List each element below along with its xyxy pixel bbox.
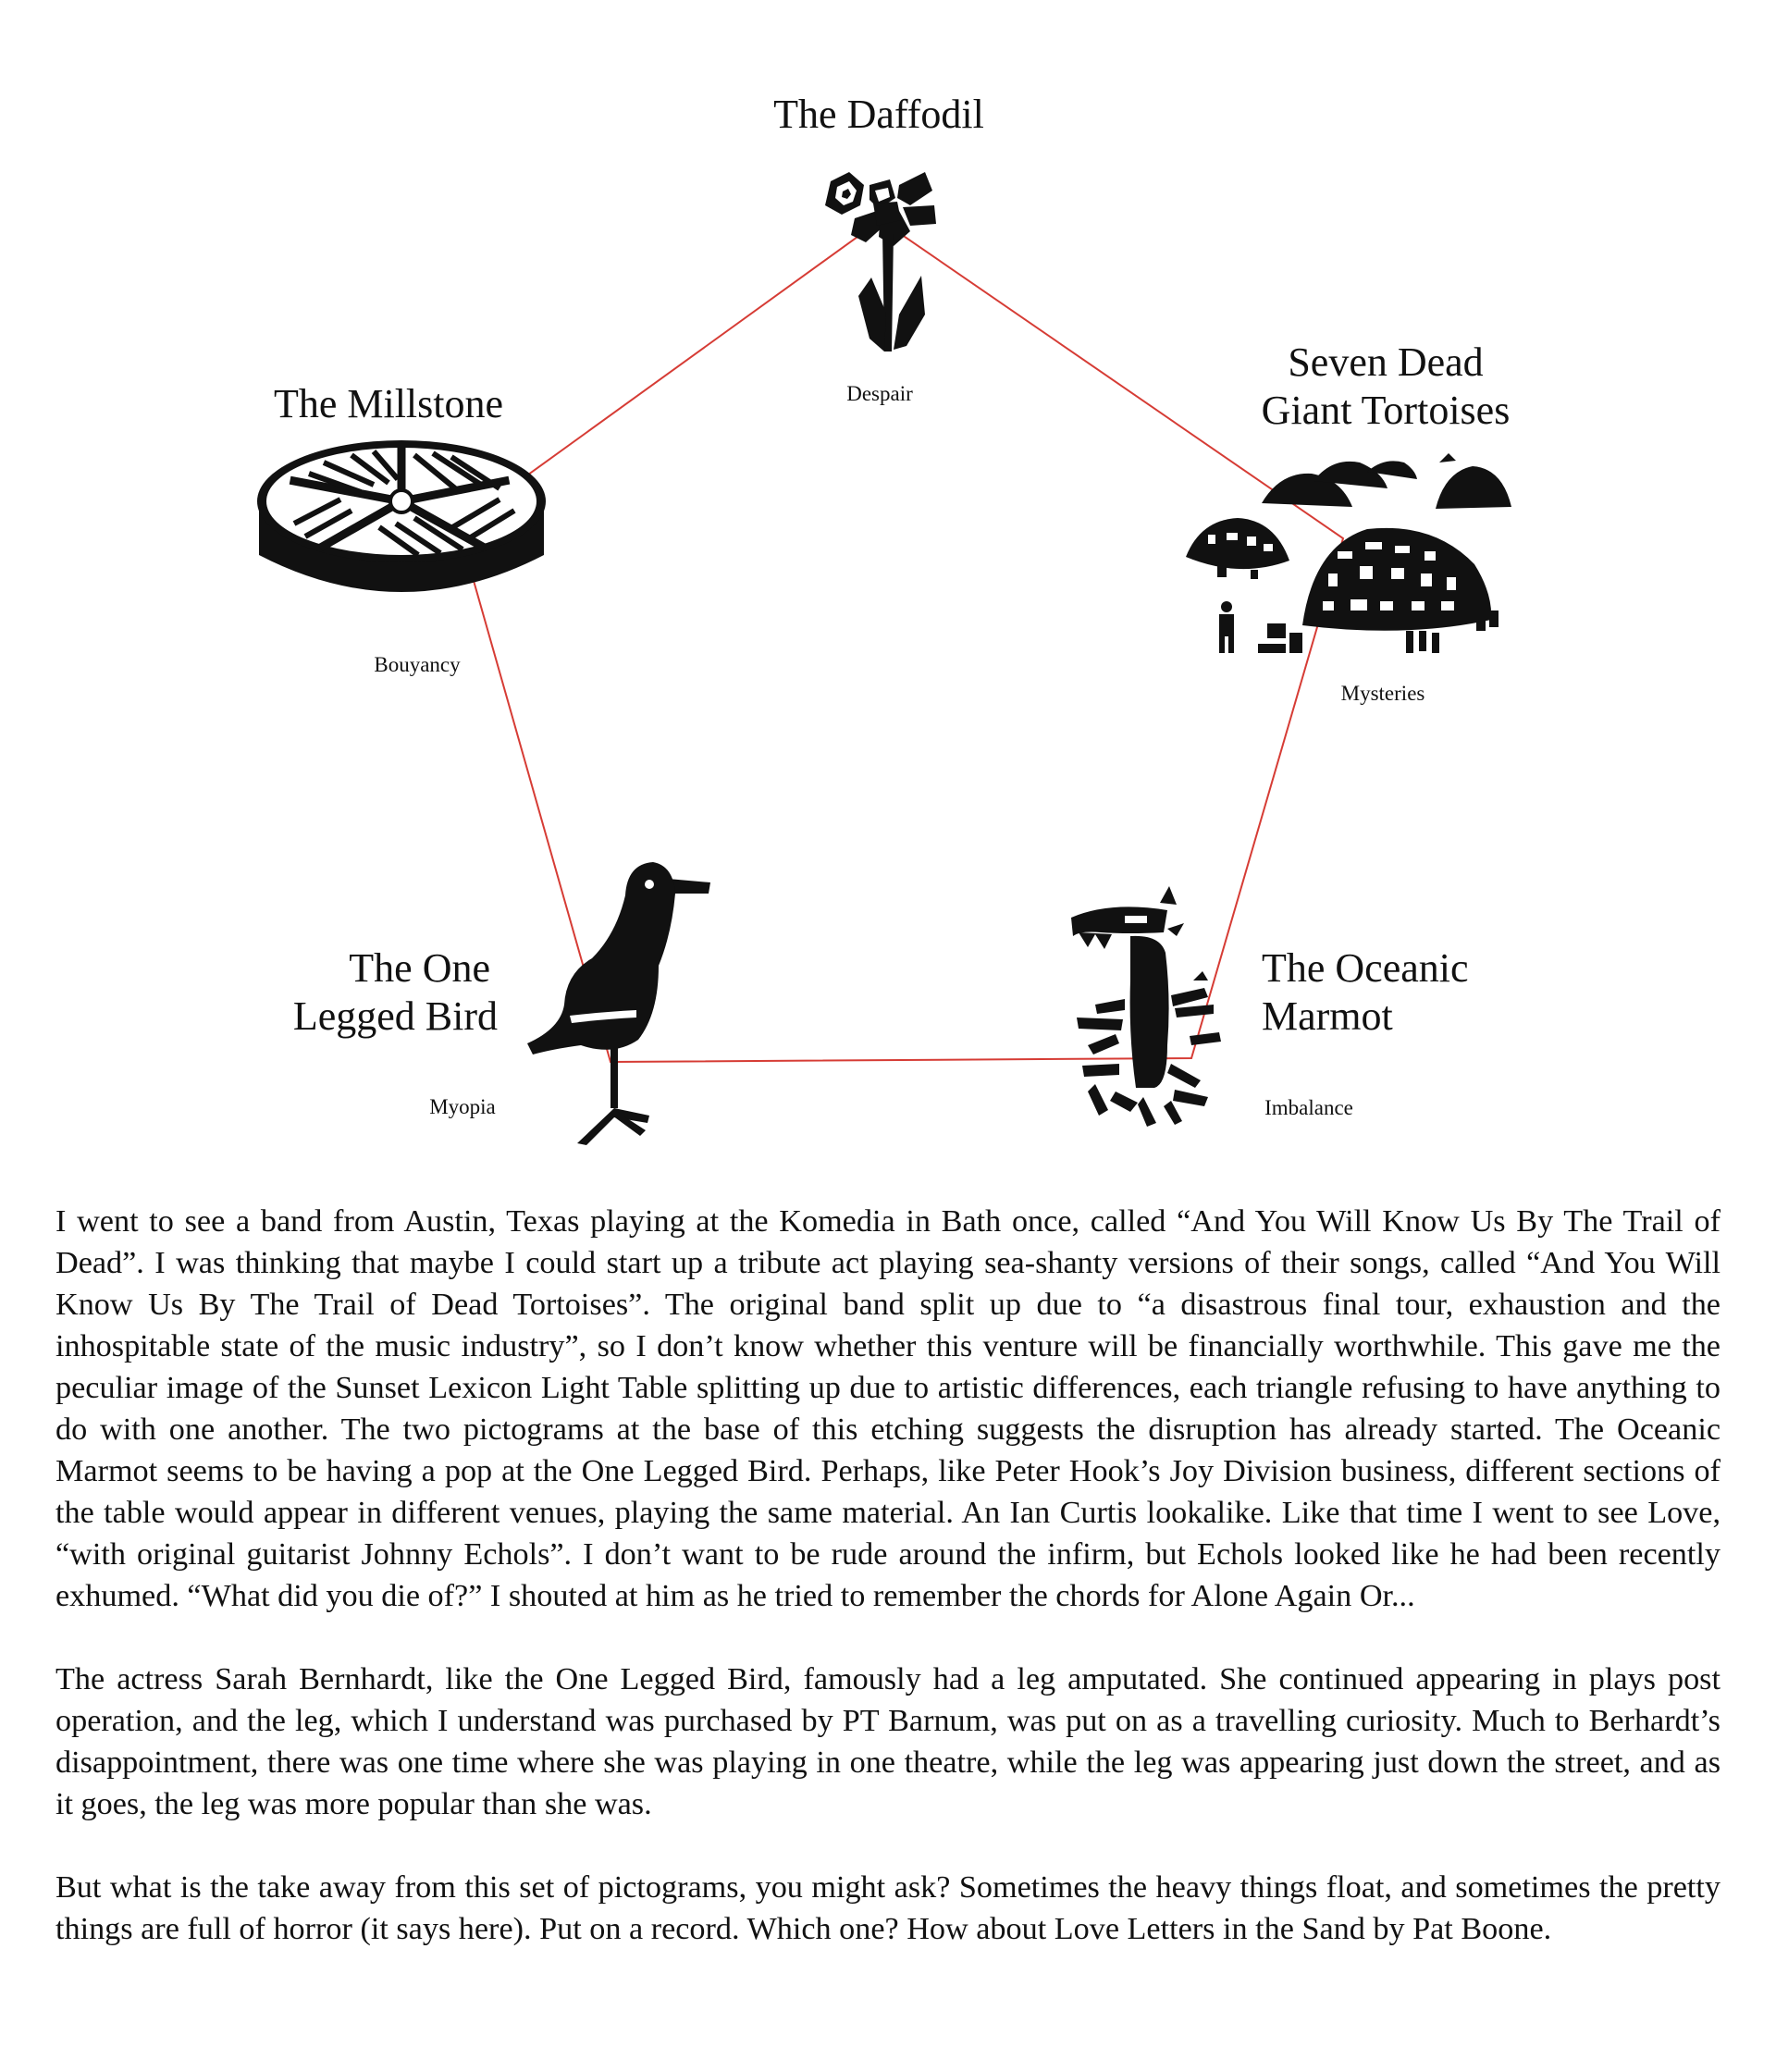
- millstone-subtitle: Bouyancy: [374, 653, 461, 676]
- bird-icon: [527, 862, 710, 1145]
- bird-subtitle: Myopia: [429, 1095, 496, 1118]
- daffodil-subtitle: Despair: [846, 382, 913, 405]
- bird-title-line1: The One: [349, 945, 490, 991]
- daffodil-title: The Daffodil: [773, 92, 984, 137]
- tortoises-title-line2: Giant Tortoises: [1261, 388, 1511, 433]
- marmot-title-line2: Marmot: [1262, 993, 1393, 1039]
- marmot-title-line1: The Oceanic: [1262, 945, 1469, 991]
- node-millstone: [257, 381, 546, 676]
- marmot-subtitle: Imbalance: [1264, 1096, 1353, 1119]
- marmot-icon: [1071, 886, 1221, 1127]
- bird-title-line2: Legged Bird: [292, 993, 498, 1039]
- essay-paragraph: I went to see a band from Austin, Texas playing at the Komedia in Bath once, called “And You Will Know Us By The Trail of Dead”. I was thinking that maybe I could start up a tribute act playing sea-shanty versions of their songs, called “And You Will Know Us By The Trail of Dead Tortoises”. The original band split up due to “a disastrous final tour, exhaustion and the inhospitable state of the music industry”, so I don’t know whether this venture will be financially worthwhile. This gave me the peculiar image of the Sunset Lexicon Light Table splitting up due to artistic differences, each triangle refusing to have anything to do with one another. The two pictograms at the base of this etching suggests the disruption has already started. The Oceanic Marmot seems to be having a pop at the One Legged Bird. Perhaps, like Peter Hook’s Joy Division business, different sections of the table would appear in different venues, playing the same material. An Ian Curtis lookalike. Like that time I went to see Love, “with original guitarist Johnny Echols”. I don’t want to be rude around the infirm, but Echols looked like he had been recently exhumed. “What did you die of?” I shouted at him as he tried to remember the chords for Alone Again Or...: [56, 1204, 1720, 1613]
- node-tortoises: [1186, 339, 1511, 705]
- tortoises-title-line1: Seven Dead: [1288, 339, 1484, 385]
- essay-paragraph: The actress Sarah Bernhardt, like the One Legged Bird, famously had a leg amputated. She continued appearing in plays post operation, and the leg, which I understand was purchased by PT Barnum, was put on as a travelling curiosity. Much to Berhardt’s disappointment, there was one time where she was playing in one theatre, while the leg was appearing just down the street, and as it goes, the leg was more popular than she was.: [56, 1662, 1720, 1821]
- essay-paragraph: But what is the take away from this set of pictograms, you might ask? Sometimes the heavy things float, and sometimes the pretty things are full of horror (it says here). Put on a record. Which one? How about Love Letters in the Sand by Pat Boone.: [56, 1870, 1720, 1946]
- node-daffodil: [773, 92, 984, 405]
- daffodil-icon: [825, 172, 936, 352]
- tortoises-subtitle: Mysteries: [1340, 682, 1425, 705]
- node-marmot: [1071, 886, 1469, 1127]
- tortoises-icon: [1186, 453, 1511, 653]
- node-bird: [293, 862, 710, 1145]
- millstone-title: The Millstone: [273, 381, 504, 426]
- millstone-icon: [257, 440, 546, 592]
- essay-body: [56, 1201, 1720, 1950]
